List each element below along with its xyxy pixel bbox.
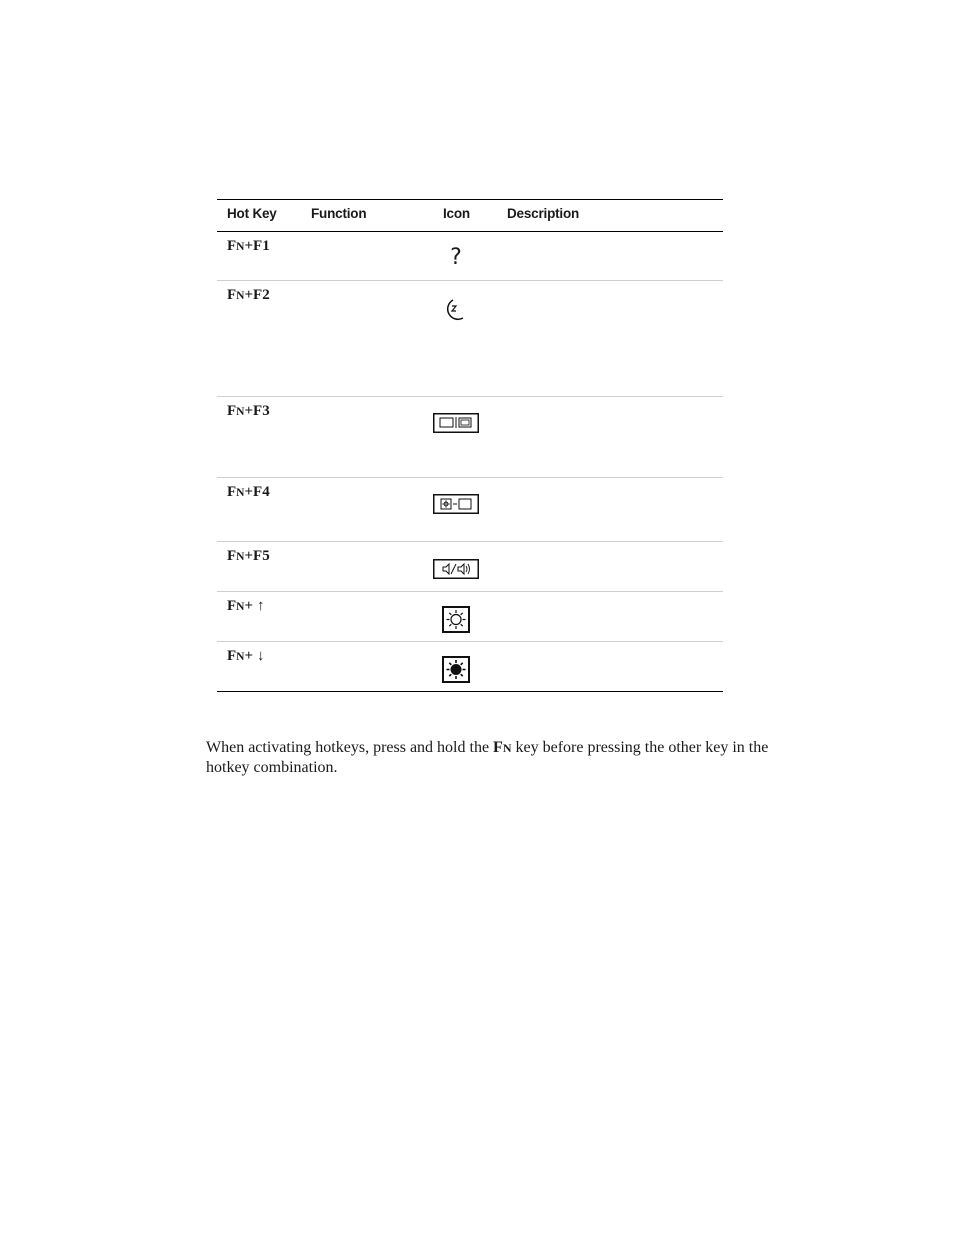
help-question-icon: ? bbox=[450, 245, 462, 270]
hotkey-label: FN+F1 bbox=[227, 238, 270, 254]
table-row bbox=[217, 642, 723, 692]
table-row bbox=[217, 542, 723, 592]
hotkey-label: FN+ ↓ bbox=[227, 648, 265, 664]
header-description: Description bbox=[507, 206, 580, 221]
brightness-display-icon bbox=[432, 494, 480, 514]
hotkey-label: FN+F3 bbox=[227, 403, 270, 419]
sleep-moon-icon bbox=[432, 297, 480, 323]
table-row bbox=[217, 592, 723, 642]
brightness-down-icon bbox=[432, 656, 480, 683]
hotkey-label: FN+F2 bbox=[227, 287, 270, 303]
table-row bbox=[217, 478, 723, 542]
hotkey-label: FN+F5 bbox=[227, 548, 270, 564]
display-switch-icon bbox=[432, 413, 480, 433]
header-hotkey: Hot Key bbox=[227, 206, 277, 221]
table-row bbox=[217, 397, 723, 478]
hotkey-table bbox=[217, 199, 723, 692]
table-row bbox=[217, 281, 723, 397]
hotkey-label: FN+F4 bbox=[227, 484, 270, 500]
hotkey-label: FN+ ↑ bbox=[227, 598, 265, 614]
table-header bbox=[217, 200, 723, 232]
header-function: Function bbox=[311, 206, 367, 221]
header-icon: Icon bbox=[443, 206, 470, 221]
table-row bbox=[217, 232, 723, 281]
hotkey-note: When activating hotkeys, press and hold the FN key before pressing the other key in the hotkey combination. bbox=[206, 739, 769, 776]
volume-mute-icon bbox=[432, 559, 480, 579]
brightness-up-icon bbox=[432, 606, 480, 633]
